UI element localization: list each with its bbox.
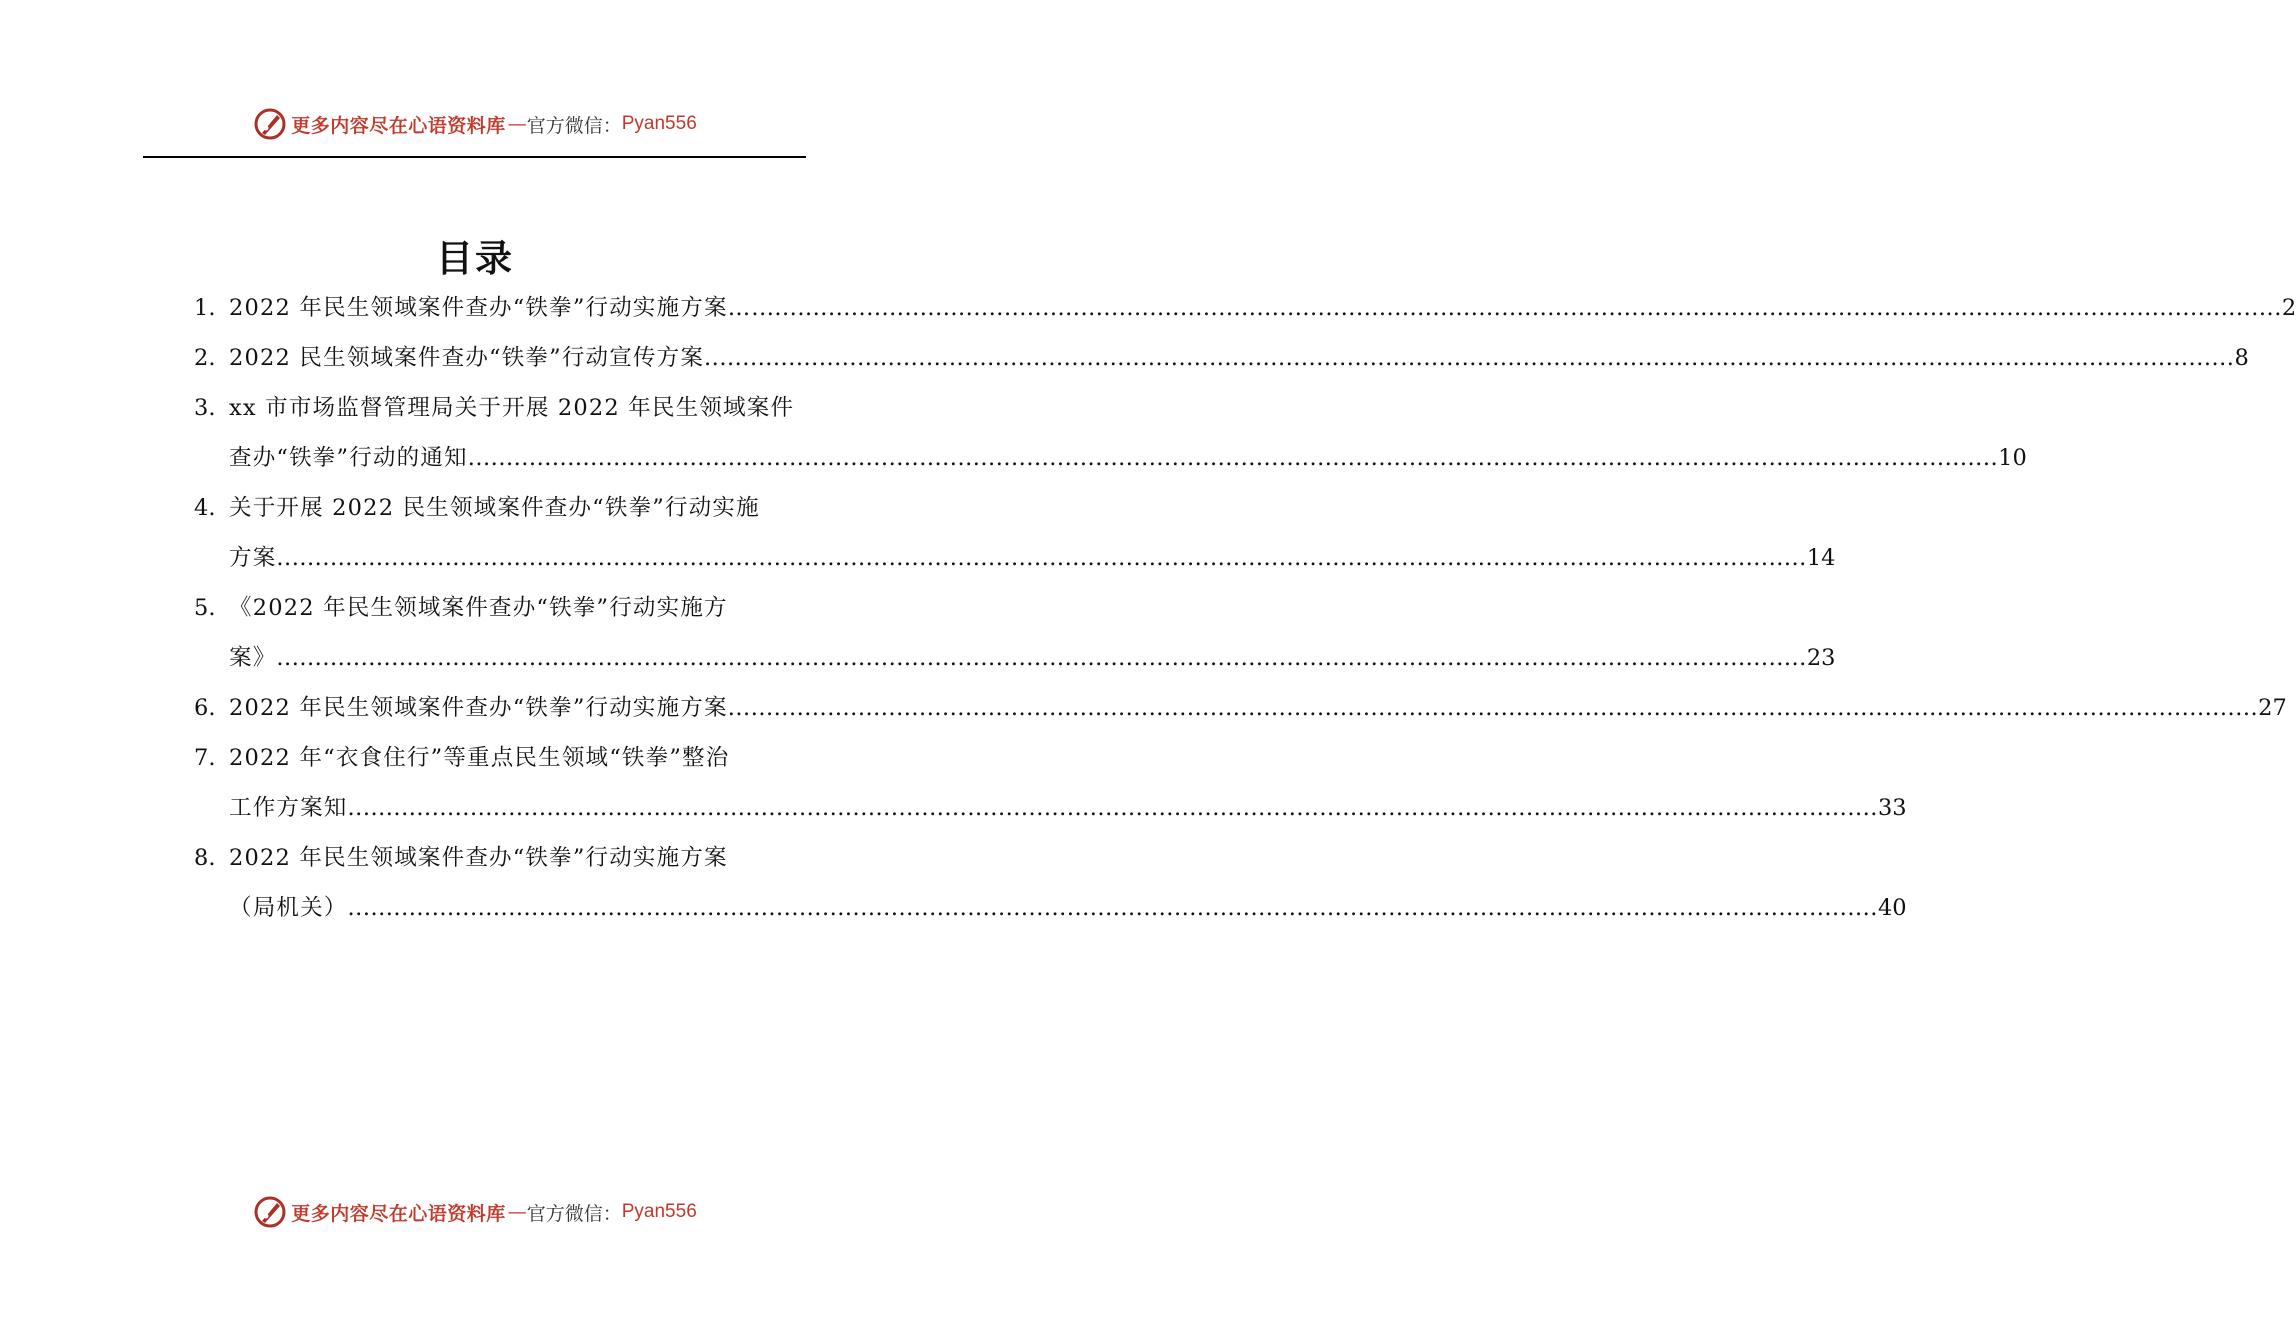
toc-entry-number: 3. — [194, 395, 216, 421]
toc-leader-dots: ........................................................................................................................................................................................................ — [276, 645, 1807, 671]
toc-page-number: 40 — [1877, 895, 1907, 921]
toc-entry[interactable] — [194, 333, 2249, 383]
banner-main-text: 更多内容尽在心语资料库 — [291, 1202, 506, 1225]
toc-entry-number: 5. — [194, 595, 216, 621]
toc-entry[interactable] — [194, 683, 2287, 733]
banner-separator: — — [507, 1201, 525, 1223]
toc-entry-title: 关于开展 2022 民生领域案件查办“铁拳”行动实施 — [229, 495, 760, 521]
banner-wechat-label: 官方微信： — [526, 1202, 622, 1225]
toc-entry-title: 《2022 年民生领域案件查办“铁拳”行动实施方 — [229, 595, 728, 621]
toc-entry-title: 2022 年民生领域案件查办“铁拳”行动实施方案… — [229, 295, 752, 321]
header-divider — [143, 156, 806, 158]
toc-entry[interactable] — [194, 833, 1907, 933]
toc-page-number: 10 — [1998, 445, 2027, 471]
banner-separator: — — [507, 113, 525, 135]
toc-entry[interactable] — [194, 483, 1836, 583]
toc-entry[interactable] — [194, 383, 2027, 483]
toc-entry-number: 6. — [194, 695, 216, 721]
toc-entry-number: 8. — [194, 845, 216, 871]
toc-leader-dots: ........................................................................................................................................................................................................ — [727, 695, 2259, 721]
toc-entry[interactable] — [194, 733, 1907, 833]
toc-leader-dots: ........................................................................................................................................................................................................ — [704, 345, 2235, 371]
toc-page-number: 27 — [2258, 695, 2287, 721]
banner-main-text: 更多内容尽在心语资料库 — [291, 114, 506, 137]
toc-entry-title: xx 市市场监督管理局关于开展 2022 年民生领域案件 — [229, 395, 795, 421]
toc-page-number: 8 — [2234, 345, 2249, 371]
toc-entry-title: 2022 民生领域案件查办“铁拳”行动宣传方案 — [229, 345, 705, 371]
pen-logo-icon — [253, 1195, 287, 1229]
toc-entry[interactable] — [194, 583, 1836, 683]
toc-leader-dots: ........................................................................................................................................................................................................ — [751, 295, 2282, 321]
toc-page-number: 2 — [2281, 295, 2296, 321]
banner-wechat-id: Pyan556 — [621, 113, 697, 134]
toc-entry-title: 查办“铁拳”行动的通知 — [229, 445, 468, 471]
toc-leader-dots: ........................................................................................................................................................................................................ — [467, 445, 1999, 471]
toc-entry-number: 4. — [194, 495, 216, 521]
toc-leader-dots: ........................................................................................................................................................................................................ — [347, 795, 1878, 821]
toc-page-number: 14 — [1806, 545, 1836, 571]
toc-entry-title: 案》 — [229, 645, 277, 671]
header-banner — [0, 102, 950, 146]
pen-logo-icon — [253, 107, 287, 141]
toc-leader-dots: ........................................................................................................................................................................................................ — [347, 895, 1878, 921]
toc-entry-title: （局机关） — [229, 895, 348, 921]
page-title: 目录 — [436, 236, 514, 280]
banner-wechat-label: 官方微信： — [526, 114, 622, 137]
toc-entry-title: 2022 年民生领域案件查办“铁拳”行动实施方案 — [229, 695, 728, 721]
toc-entry-title: 2022 年“衣食住行”等重点民生领域“铁拳”整治 — [229, 745, 730, 771]
toc-entry-number: 2. — [194, 345, 216, 371]
toc-entry-title: 2022 年民生领域案件查办“铁拳”行动实施方案 — [229, 845, 728, 871]
banner-wechat-id: Pyan556 — [621, 1201, 697, 1222]
toc-entry-title: 方案 — [229, 545, 277, 571]
toc-entry-title: 工作方案知 — [229, 795, 348, 821]
toc-page-number: 23 — [1806, 645, 1836, 671]
table-of-contents — [194, 283, 2296, 933]
toc-entry-number: 1. — [194, 295, 216, 321]
footer-banner — [0, 1190, 950, 1234]
toc-entry[interactable] — [194, 283, 2296, 333]
toc-page-number: 33 — [1877, 795, 1907, 821]
toc-entry-number: 7. — [194, 745, 216, 771]
toc-leader-dots: ........................................................................................................................................................................................................ — [276, 545, 1807, 571]
